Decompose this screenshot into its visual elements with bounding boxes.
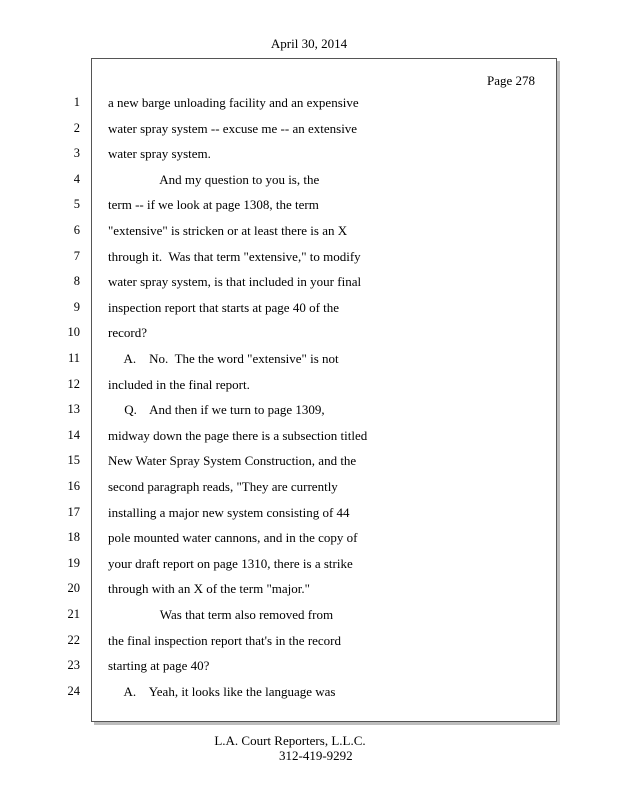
footer-company: L.A. Court Reporters, L.L.C. (214, 733, 366, 748)
transcript-line: your draft report on page 1310, there is a strike (108, 556, 353, 571)
line-number: 19 (67, 556, 80, 570)
transcript-line: Q. And then if we turn to page 1309, (108, 402, 325, 417)
line-number: 24 (67, 684, 80, 698)
transcript-line: water spray system -- excuse me -- an extensive (108, 121, 358, 136)
line-number: 4 (73, 172, 80, 186)
transcript-line: "extensive" is stricken or at least there is an X (108, 223, 348, 238)
line-number: 8 (73, 274, 80, 288)
footer-phone: 312-419-9292 (279, 748, 353, 763)
line-number: 13 (67, 402, 80, 416)
transcript-line: a new barge unloading facility and an expensive (108, 95, 359, 110)
line-number: 14 (67, 428, 80, 442)
transcript-line: record? (108, 325, 147, 340)
line-number: 16 (67, 479, 80, 493)
transcript-line: midway down the page there is a subsection titled (108, 428, 368, 443)
line-number: 6 (73, 223, 80, 237)
transcript-line: included in the final report. (108, 377, 250, 392)
line-number: 11 (67, 351, 80, 365)
transcript-line: water spray system. (108, 146, 211, 161)
line-number: 21 (67, 607, 80, 621)
transcript-line: A. No. The the word "extensive" is not (108, 351, 339, 366)
transcript-line: second paragraph reads, "They are currently (108, 479, 338, 494)
line-number: 15 (67, 453, 80, 467)
transcript-line: A. Yeah, it looks like the language was (108, 684, 336, 699)
line-number: 3 (73, 146, 80, 160)
line-number: 23 (67, 658, 80, 672)
transcript-line: through with an X of the term "major." (108, 581, 310, 596)
header-date: April 30, 2014 (270, 36, 348, 51)
line-number: 10 (67, 325, 80, 339)
page-number: Page 278 (487, 73, 536, 88)
transcript-line: water spray system, is that included in your final (108, 274, 362, 289)
line-number: 20 (67, 581, 80, 595)
line-number: 7 (73, 249, 80, 263)
transcript-line: the final inspection report that's in the record (108, 633, 342, 648)
transcript-line: through it. Was that term "extensive," to modify (108, 249, 361, 264)
line-number: 2 (73, 121, 80, 135)
transcript-line: inspection report that starts at page 40 of the (108, 300, 340, 315)
line-number: 17 (67, 505, 80, 519)
transcript-line: Was that term also removed from (108, 607, 334, 622)
line-number: 12 (67, 377, 80, 391)
transcript-line: pole mounted water cannons, and in the copy of (108, 530, 358, 545)
transcript-line: And my question to you is, the (108, 172, 320, 187)
line-number: 9 (73, 300, 80, 314)
transcript-line: term -- if we look at page 1308, the term (108, 197, 319, 212)
line-number: 1 (73, 95, 80, 109)
line-number: 22 (67, 633, 80, 647)
line-number: 18 (67, 530, 80, 544)
transcript-line: starting at page 40? (108, 658, 210, 673)
line-number: 5 (73, 197, 80, 211)
transcript-line: New Water Spray System Construction, and the (108, 453, 357, 468)
transcript-line: installing a major new system consisting of 44 (108, 505, 350, 520)
